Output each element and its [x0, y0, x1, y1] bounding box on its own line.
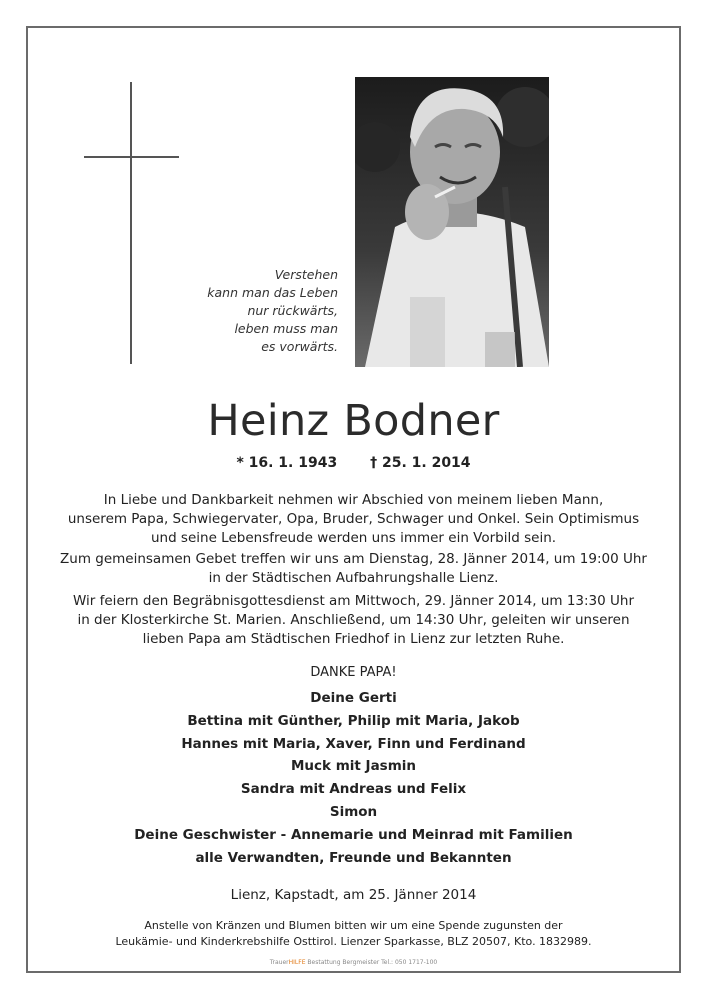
- footer-prefix: Trauer: [269, 959, 289, 966]
- donation-line: Anstelle von Kränzen und Blumen bitten wir um eine Spende zugunsten der: [144, 919, 563, 932]
- family-line: Bettina mit Günther, Philip mit Maria, Jakob: [187, 712, 520, 729]
- prayer-paragraph: [0, 550, 707, 588]
- family-line: Deine Geschwister - Annemarie und Meinrad mit Familien: [134, 826, 573, 843]
- quote: [150, 266, 338, 356]
- birth-date: * 16. 1. 1943: [236, 455, 338, 471]
- portrait-photo: [355, 77, 549, 367]
- paragraph-line: lieben Papa am Städtischen Friedhof in Lienz zur letzten Ruhe.: [142, 631, 565, 647]
- paragraph-line: In Liebe und Dankbarkeit nehmen wir Abschied von meinem lieben Mann,: [103, 492, 604, 508]
- paragraph-line: und seine Lebensfreude werden uns immer ein Vorbild sein.: [150, 530, 557, 546]
- cross-icon: [130, 82, 132, 364]
- family-line: alle Verwandten, Freunde und Bekannten: [195, 849, 512, 866]
- thanks-heading: DANKE PAPA!: [310, 665, 397, 680]
- footer-credit: [0, 959, 707, 966]
- life-dates: [0, 455, 707, 471]
- paragraph-line: in der Klosterkirche St. Marien. Anschließend, um 14:30 Uhr, geleiten wir unseren: [77, 612, 630, 628]
- quote-line: nur rückwärts,: [247, 303, 338, 318]
- place-date: Lienz, Kapstadt, am 25. Jänner 2014: [230, 887, 477, 903]
- funeral-paragraph: [0, 592, 707, 649]
- family-line: Sandra mit Andreas und Felix: [240, 781, 467, 798]
- paragraph-line: unserem Papa, Schwiegervater, Opa, Bruder, Schwager und Onkel. Sein Optimismus: [67, 511, 640, 527]
- family-line: Muck mit Jasmin: [290, 758, 417, 775]
- quote-line: Verstehen: [274, 267, 338, 282]
- footer-rest: Bestattung Bergmeister Tel.: 050 1717-100: [305, 959, 438, 966]
- farewell-paragraph: [0, 491, 707, 548]
- cross-icon-bar: [84, 156, 179, 158]
- death-date: † 25. 1. 2014: [370, 455, 471, 471]
- quote-line: es vorwärts.: [261, 339, 338, 354]
- family-list: [0, 687, 707, 869]
- family-line: Simon: [329, 803, 378, 820]
- footer-brand: HILFE: [288, 959, 306, 966]
- donation-line: Leukämie- und Kinderkrebshilfe Osttirol. Lienzer Sparkasse, BLZ 20507, Kto. 1832989.: [115, 935, 592, 948]
- deceased-name: Heinz Bodner: [207, 396, 500, 446]
- family-line: Deine Gerti: [310, 690, 397, 706]
- quote-line: kann man das Leben: [207, 285, 338, 300]
- paragraph-line: in der Städtischen Aufbahrungshalle Lienz.: [208, 570, 499, 586]
- portrait-photo-illustration: [355, 77, 549, 367]
- paragraph-line: Zum gemeinsamen Gebet treffen wir uns am Dienstag, 28. Jänner 2014, um 19:00 Uhr: [60, 551, 647, 567]
- quote-line: leben muss man: [234, 321, 338, 336]
- paragraph-line: Wir feiern den Begräbnisgottesdienst am Mittwoch, 29. Jänner 2014, um 13:30 Uhr: [72, 593, 635, 609]
- family-line: Hannes mit Maria, Xaver, Finn und Ferdinand: [181, 735, 526, 752]
- donation-note: [0, 918, 707, 950]
